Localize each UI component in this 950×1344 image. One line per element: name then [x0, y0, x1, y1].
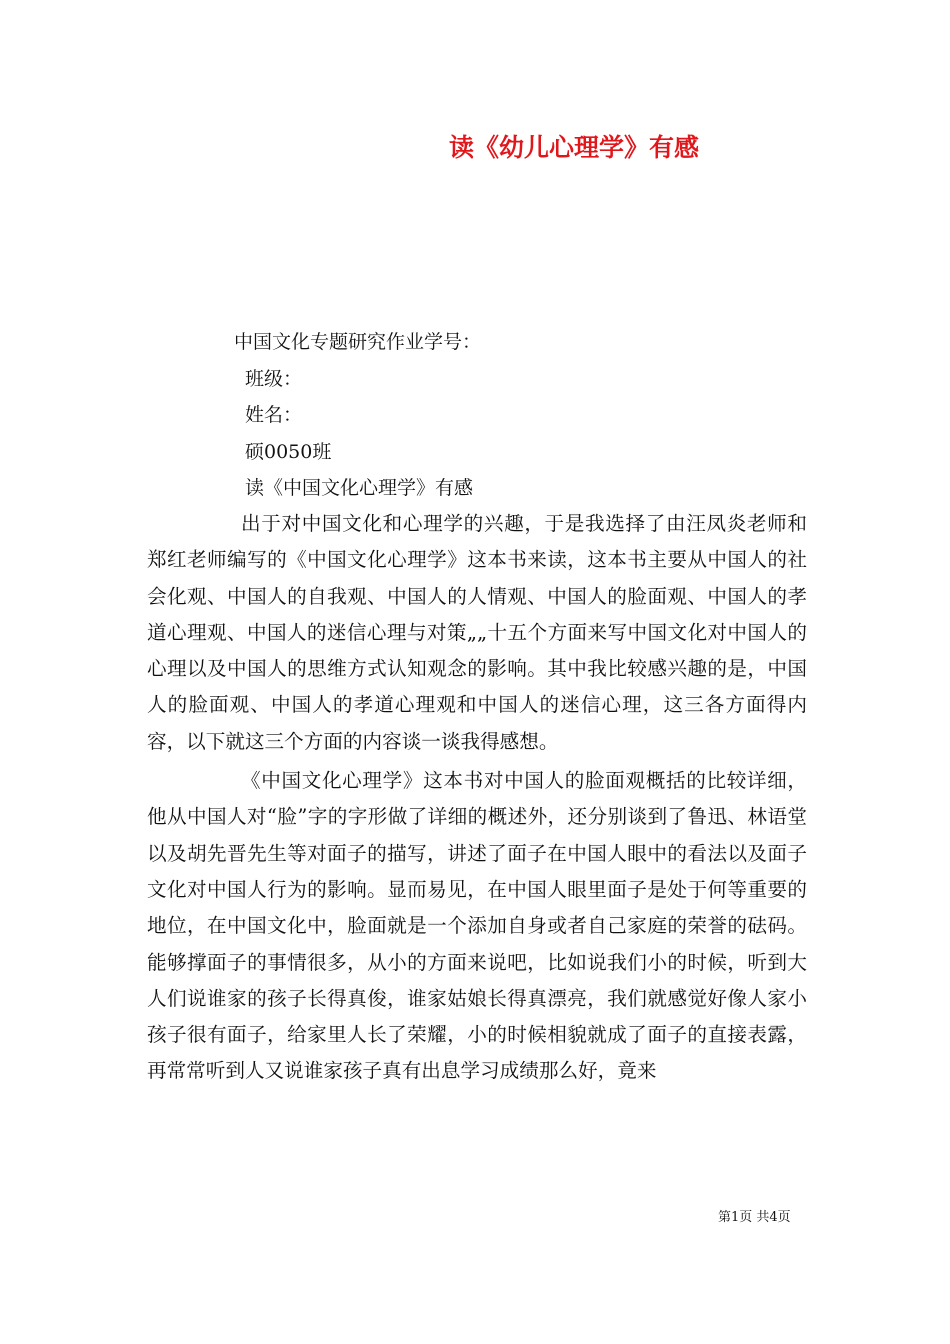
header-line-name: 姓名： — [245, 404, 303, 426]
paragraph-2: 《中国文化心理学》这本书对中国人的脸面观概括的比较详细，他从中国人对“脸”字的字形做了详细的概述外，还分别谈到了鲁迅、林语堂以及胡先晋先生等对面子的描写，讲述了面子在中国人眼中的看法以及面子文化对中国人行为的影响。显而易见，在中国人眼里面子是处于何等重要的地位，在中国文化中，脸面就是一个添加自身或者自己家庭的荣誉的砝码。能够撑面子的事情很多，从小的方面来说吧，比如说我们小的时候，听到大人们说谁家的孩子长得真俊，谁家姑娘长得真漂亮，我们就感觉好像人家小孩子很有面子，给家里人长了荣耀，小的时候相貌就成了面子的直接表露，再常常听到人又说谁家孩子真有出息学习成绩那么好，竟来 — [147, 769, 807, 1083]
header-line-class-code: 硕0050班 — [245, 441, 332, 463]
document-body — [147, 506, 807, 1090]
header-line-subtitle: 读《中国文化心理学》有感 — [245, 477, 474, 499]
page-footer: 第1页 共4页 — [718, 1210, 791, 1225]
header-line-course: 中国文化专题研究作业学号： — [234, 331, 482, 353]
header-line-class: 班级： — [245, 368, 303, 390]
document-title: 读《幼儿心理学》有感 — [449, 133, 700, 162]
title-area — [0, 128, 950, 168]
paragraph-1: 出于对中国文化和心理学的兴趣，于是我选择了由汪凤炎老师和郑红老师编写的《中国文化心理学》这本书来读，这本书主要从中国人的社会化观、中国人的自我观、中国人的人情观、中国人的脸面观、中国人的孝道心理观、中国人的迷信心理与对策„„十五个方面来写中国文化对中国人的心理以及中国人的思维方式认知观念的影响。其中我比较感兴趣的是，中国人的脸面观、中国人的孝道心理观和中国人的迷信心理，这三各方面得内容，以下就这三个方面的内容谈一谈我得感想。 — [147, 512, 807, 753]
